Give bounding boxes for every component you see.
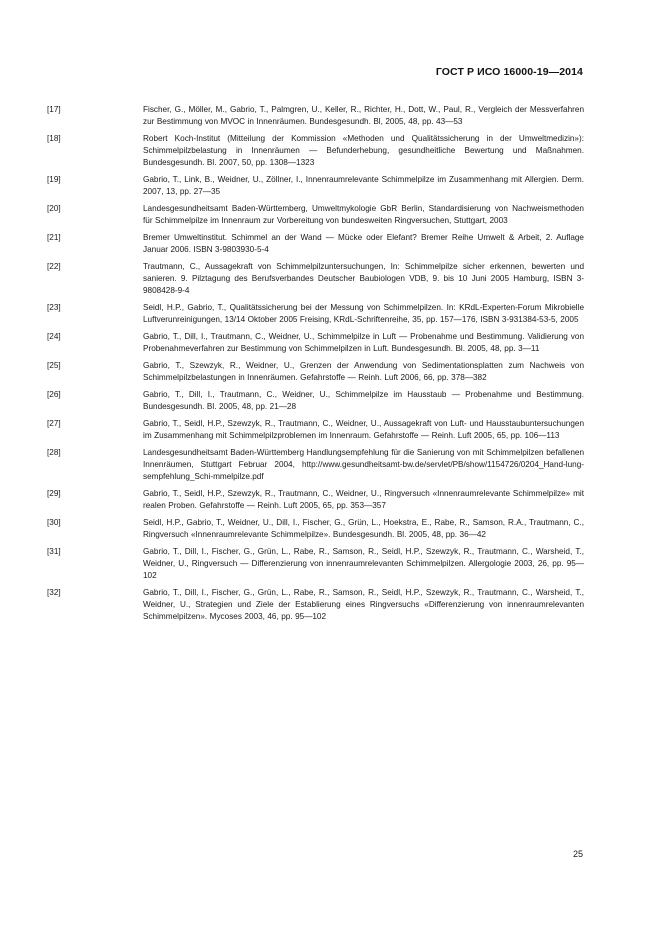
reference-text: Gabrio, T., Dill, I., Trautmann, C., Weidner, U., Schimmelpilze im Hausstaub — Probenahme und Bestimmung. Bundesgesundh. Bl. 2005, 48, pp. 21—28 xyxy=(143,390,584,411)
reference-number: [27] xyxy=(47,419,61,428)
reference-text: Robert Koch-Institut (Mitteilung der Kommission «Methoden und Qualitätssicherung in der Umweltmedizin»): Schimmelpilzbelastung in Innenräumen — Befunderhebung, gesundheitliche Bewertung und Maßnahmen. Bundesgesundh. Bl. 2007, 50, pp. 1308—1323 xyxy=(143,134,584,167)
reference-number: [19] xyxy=(47,175,61,184)
reference-number: [18] xyxy=(47,134,61,143)
reference-number: [28] xyxy=(47,448,61,457)
reference-text: Gabrio, T., Dill, I., Fischer, G., Grün, L., Rabe, R., Samson, R., Seidl, H.P., Szewzyk, R., Trautmann, C., Warsheid, T., Weidner, U., Strategien und Ziele der Establierung eines Ringversuchs «Differenzierung von innenraumrelevanten Schimmelpilzen». Mycoses 2003, 46, pp. 95—102 xyxy=(143,588,584,621)
page-number: 25 xyxy=(572,849,583,859)
reference-item xyxy=(47,302,584,326)
reference-item xyxy=(47,174,584,198)
reference-list xyxy=(47,104,584,628)
reference-text: Fischer, G., Möller, M., Gabrio, T., Palmgren, U., Keller, R., Richter, H., Dott, W., Paul, R., Vergleich der Messverfahren zur Bestimmung von MVOC in Innenräumen. Bundesgesundh. Bl, 2005, 48, pp. 43—53 xyxy=(143,105,584,126)
reference-text: Gabrio, T., Seidl, H.P., Szewzyk, R., Trautmann, C., Weidner, U., Ringversuch «Innenraumrelevante Schimmelpilze» mit realen Proben. Gefahrstoffe — Reinh. Luft 2005, 65, pp. 353—357 xyxy=(143,489,584,510)
reference-number: [23] xyxy=(47,303,61,312)
reference-text: Bremer Umweltinstitut. Schimmel an der Wand — Mücke oder Elefant? Bremer Reihe Umwelt & Arbeit, 2. Auflage Januar 2006. ISBN 3-9803930-5-4 xyxy=(143,233,584,254)
reference-item xyxy=(47,360,584,384)
reference-number: [25] xyxy=(47,361,61,370)
reference-number: [24] xyxy=(47,332,61,341)
reference-item xyxy=(47,133,584,169)
reference-item xyxy=(47,104,584,128)
reference-number: [22] xyxy=(47,262,61,271)
reference-text: Gabrio, T., Link, B., Weidner, U., Zöllner, I., Innenraumrelevante Schimmelpilze im Zusammenhang mit Allergien. Derm. 2007, 13, pp. 27—35 xyxy=(143,175,584,196)
reference-item xyxy=(47,418,584,442)
reference-item xyxy=(47,488,584,512)
reference-item xyxy=(47,517,584,541)
reference-item xyxy=(47,546,584,582)
reference-item xyxy=(47,261,584,297)
reference-text: Trautmann, C., Aussagekraft von Schimmelpilzuntersuchungen, In: Schimmelpilze sicher erkennen, bewerten und sanieren. 9. Pilztagung des Berufsverbandes Deutscher Baubiologen VDB, 9. bis 10 Juni 2005 Hamburg, ISBN 3-9808428-9-4 xyxy=(143,262,584,295)
reference-item xyxy=(47,389,584,413)
reference-item xyxy=(47,203,584,227)
reference-text: Gabrio, T., Dill, I., Fischer, G., Grün, L., Rabe, R., Samson, R., Seidl, H.P., Szewzyk, R., Trautmann, C., Warsheid, T., Weidner, U., Ringversuch — Differenzierung von innenraumrelevanten Schimmelpilzen. Allergologie 2003, 26, pp. 95—102 xyxy=(143,547,584,580)
reference-text: Seidl, H.P., Gabrio, T., Qualitätssicherung bei der Messung von Schimmelpilzen. In: KRdL-Experten-Forum Mikrobielle Luftverunreinigungen, 13/14 Oktober 2005 Freising, KRdL-Schriftenreihe, 35, pp. 157—176, ISBN 3-931384-53-5, 2005 xyxy=(143,303,584,324)
reference-text: Gabrio, T., Seidl, H.P., Szewzyk, R., Trautmann, C., Weidner, U., Aussagekraft von Luft- und Hausstaubuntersuchungen im Zusammenhang mit Schimmelpilzproblemen im Innenraum. Gefahrstoffe — Reinh. Luft 2005, 65, pp. 106—113 xyxy=(143,419,584,440)
reference-number: [31] xyxy=(47,547,61,556)
reference-number: [29] xyxy=(47,489,61,498)
reference-text: Seidl, H.P., Gabrio, T., Weidner, U., Dill, I., Fischer, G., Grün, L., Hoekstra, E., Rabe, R., Samson, R.A., Trautmann, C., Ringversuch «Innenraumrelevante Schimmelpilze». Bundesgesundh. Bl. 2005, 48, pp. 36—42 xyxy=(143,518,584,539)
reference-number: [20] xyxy=(47,204,61,213)
reference-item xyxy=(47,331,584,355)
reference-text: Gabrio, T., Dill, I., Trautmann, C., Weidner, U., Schimmelpilze in Luft — Probenahme und Bestimmung. Validierung von Probenahmeverfahren zur Bestimmung von Schimmelpilzen in Luft. Bundesgesundh. Bl. 2005, 48, pp. 3—11 xyxy=(143,332,584,353)
reference-number: [21] xyxy=(47,233,61,242)
reference-item xyxy=(47,587,584,623)
reference-text: Gabrio, T., Szewzyk, R., Weidner, U., Grenzen der Anwendung von Sedimentationsplatten zum Nachweis von Schimmelpilzbelastungen in Innenräumen. Gefahrstoffe — Reinh. Luft 2006, 66, pp. 378—382 xyxy=(143,361,584,382)
reference-item xyxy=(47,447,584,483)
reference-number: [26] xyxy=(47,390,61,399)
document-header: ГОСТ Р ИСО 16000-19—2014 xyxy=(435,66,583,78)
reference-number: [30] xyxy=(47,518,61,527)
reference-number: [32] xyxy=(47,588,61,597)
reference-item xyxy=(47,232,584,256)
reference-text: Landesgesundheitsamt Baden-Württemberg, Umweltmykologie GbR Berlin, Standardisierung von Nachweismethoden für Schimmelpilze im Innenraum zur Vorbereitung von bundesweiten Ringversuchen, Stuttgart, 2003 xyxy=(143,204,584,225)
reference-number: [17] xyxy=(47,105,61,114)
reference-text: Landesgesundheitsamt Baden-Württemberg Handlungsempfehlung für die Sanierung von mit Schimmelpilzen befallenen Innenräumen, Stuttgart Februar 2004, http://www.gesundheitsamt-bw.de/servlet/PB/show/1154726/0204_Hand-lung-sempfehlung_Schi-mmelpilze.pdf xyxy=(143,448,584,481)
